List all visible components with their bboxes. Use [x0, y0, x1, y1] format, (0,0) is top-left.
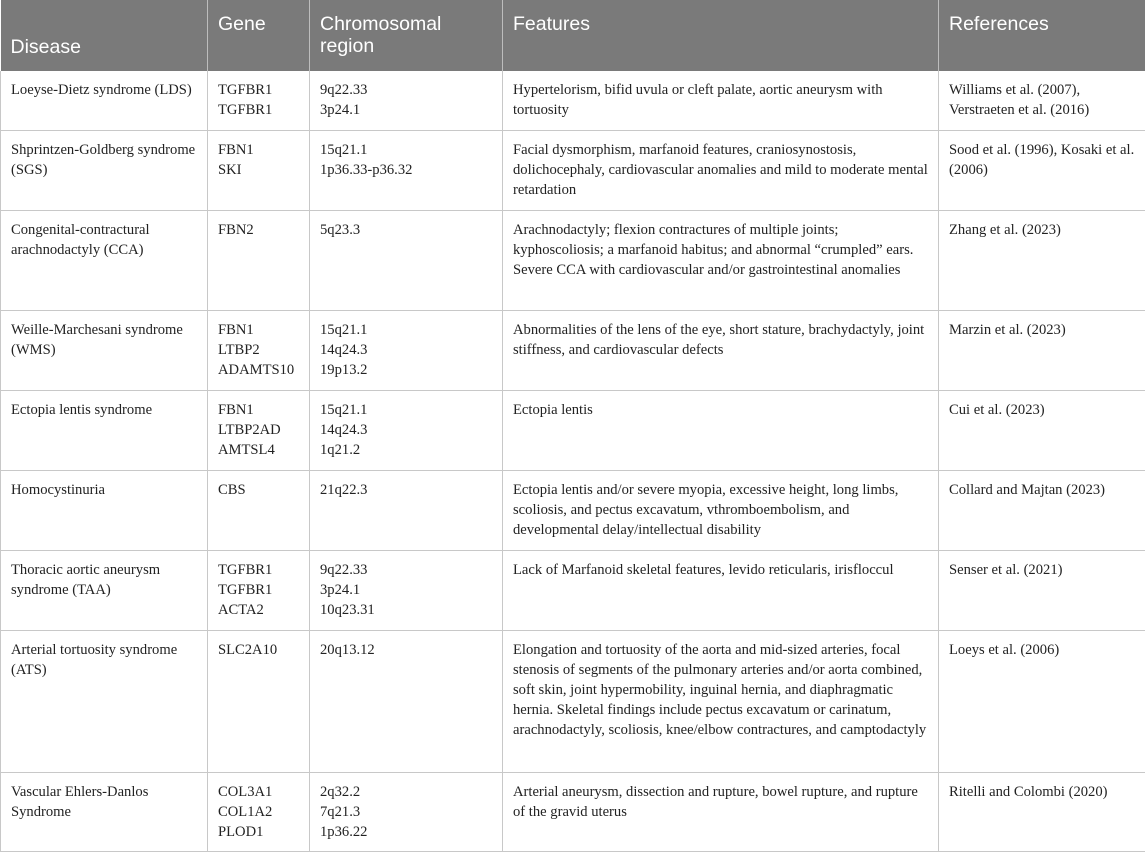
header-references: References: [949, 13, 1049, 35]
references-cell: Collard and Majtan (2023): [939, 470, 1145, 550]
header-features: Features: [503, 0, 939, 71]
gene-cell: SLC2A10: [208, 630, 310, 772]
region-cell: 15q21.1 1p36.33-p36.32: [310, 130, 503, 210]
disease-cell: Shprintzen-Goldberg syndrome (SGS): [1, 130, 208, 210]
region-cell: 2q32.2 7q21.3 1p36.22: [310, 772, 503, 851]
references-cell: Zhang et al. (2023): [939, 210, 1145, 310]
references-cell: Cui et al. (2023): [939, 390, 1145, 470]
features-cell: Abnormalities of the lens of the eye, short stature, brachydactyly, joint stiffness, and cardiovascular defects: [503, 310, 939, 390]
header-disease: Disease: [1, 0, 208, 71]
region-cell: 9q22.33 3p24.1 10q23.31: [310, 550, 503, 630]
region-cell: 5q23.3: [310, 210, 503, 310]
table-row: [1, 550, 1145, 630]
disease-cell: Arterial tortuosity syndrome (ATS): [1, 630, 208, 772]
region-cell: 20q13.12: [310, 630, 503, 772]
table-row: [1, 630, 1145, 772]
table-row: [1, 71, 1145, 130]
gene-cell: TGFBR1 TGFBR1: [208, 71, 310, 130]
table-row: [1, 210, 1145, 310]
references-cell: Williams et al. (2007), Verstraeten et al. (2016): [939, 71, 1145, 130]
gene-cell: FBN1 LTBP2AD AMTSL4: [208, 390, 310, 470]
table-row: [1, 390, 1145, 470]
gene-cell: CBS: [208, 470, 310, 550]
table-row: [1, 470, 1145, 550]
references-cell: Sood et al. (1996), Kosaki et al. (2006): [939, 130, 1145, 210]
references-cell: Loeys et al. (2006): [939, 630, 1145, 772]
features-cell: Ectopia lentis and/or severe myopia, excessive height, long limbs, scoliosis, and pectus excavatum, vthromboembolism, and developmental delay/intellectual disability: [503, 470, 939, 550]
gene-cell: FBN2: [208, 210, 310, 310]
disease-cell: Weille-Marchesani syndrome (WMS): [1, 310, 208, 390]
header-gene: Gene: [208, 0, 310, 71]
header-row: [1, 0, 1145, 71]
features-cell: Ectopia lentis: [503, 390, 939, 470]
region-cell: 21q22.3: [310, 470, 503, 550]
table-row: [1, 130, 1145, 210]
features-cell: Lack of Marfanoid skeletal features, levido reticularis, irisfloccul: [503, 550, 939, 630]
features-cell: Elongation and tortuosity of the aorta and mid-sized arteries, focal stenosis of segments of the pulmonary arteries and/or aorta combined, soft skin, joint hypermobility, inguinal hernia, and diaphragmatic hernia. Skeletal findings include pectus excavatum or carinatum, arachnodactyly, scoliosis, knee/elbow contractures, and camptodactyly: [503, 630, 939, 772]
features-cell: Facial dysmorphism, marfanoid features, craniosynostosis, dolichocephaly, cardiovascular anomalies and mild to moderate mental retardation: [503, 130, 939, 210]
header-chromosomal-region: Chromosomal region: [310, 0, 503, 71]
references-cell: Marzin et al. (2023): [939, 310, 1145, 390]
table-body: [1, 71, 1145, 851]
gene-cell: COL3A1 COL1A2 PLOD1: [208, 772, 310, 851]
disease-cell: Congenital-contractural arachnodactyly (CCA): [1, 210, 208, 310]
disease-cell: Vascular Ehlers-Danlos Syndrome: [1, 772, 208, 851]
features-cell: Arachnodactyly; flexion contractures of multiple joints; kyphoscoliosis; a marfanoid habitus; and abnormal “crumpled” ears. Severe CCA with cardiovascular and/or gastrointestinal anomalies: [503, 210, 939, 310]
gene-cell: FBN1 LTBP2 ADAMTS10: [208, 310, 310, 390]
features-cell: Arterial aneurysm, dissection and rupture, bowel rupture, and rupture of the gravid uterus: [503, 772, 939, 851]
references-cell: Senser et al. (2021): [939, 550, 1145, 630]
table-header: [1, 0, 1145, 71]
disease-cell: Ectopia lentis syndrome: [1, 390, 208, 470]
disease-cell: Homocystinuria: [1, 470, 208, 550]
region-cell: 9q22.33 3p24.1: [310, 71, 503, 130]
disease-cell: Loeyse-Dietz syndrome (LDS): [1, 71, 208, 130]
gene-cell: TGFBR1 TGFBR1 ACTA2: [208, 550, 310, 630]
gene-cell: FBN1 SKI: [208, 130, 310, 210]
region-cell: 15q21.1 14q24.3 1q21.2: [310, 390, 503, 470]
region-cell: 15q21.1 14q24.3 19p13.2: [310, 310, 503, 390]
table-row: [1, 772, 1145, 851]
features-cell: Hypertelorism, bifid uvula or cleft palate, aortic aneurysm with tortuosity: [503, 71, 939, 130]
table-row: [1, 310, 1145, 390]
references-cell: Ritelli and Colombi (2020): [939, 772, 1145, 851]
disease-cell: Thoracic aortic aneurysm syndrome (TAA): [1, 550, 208, 630]
